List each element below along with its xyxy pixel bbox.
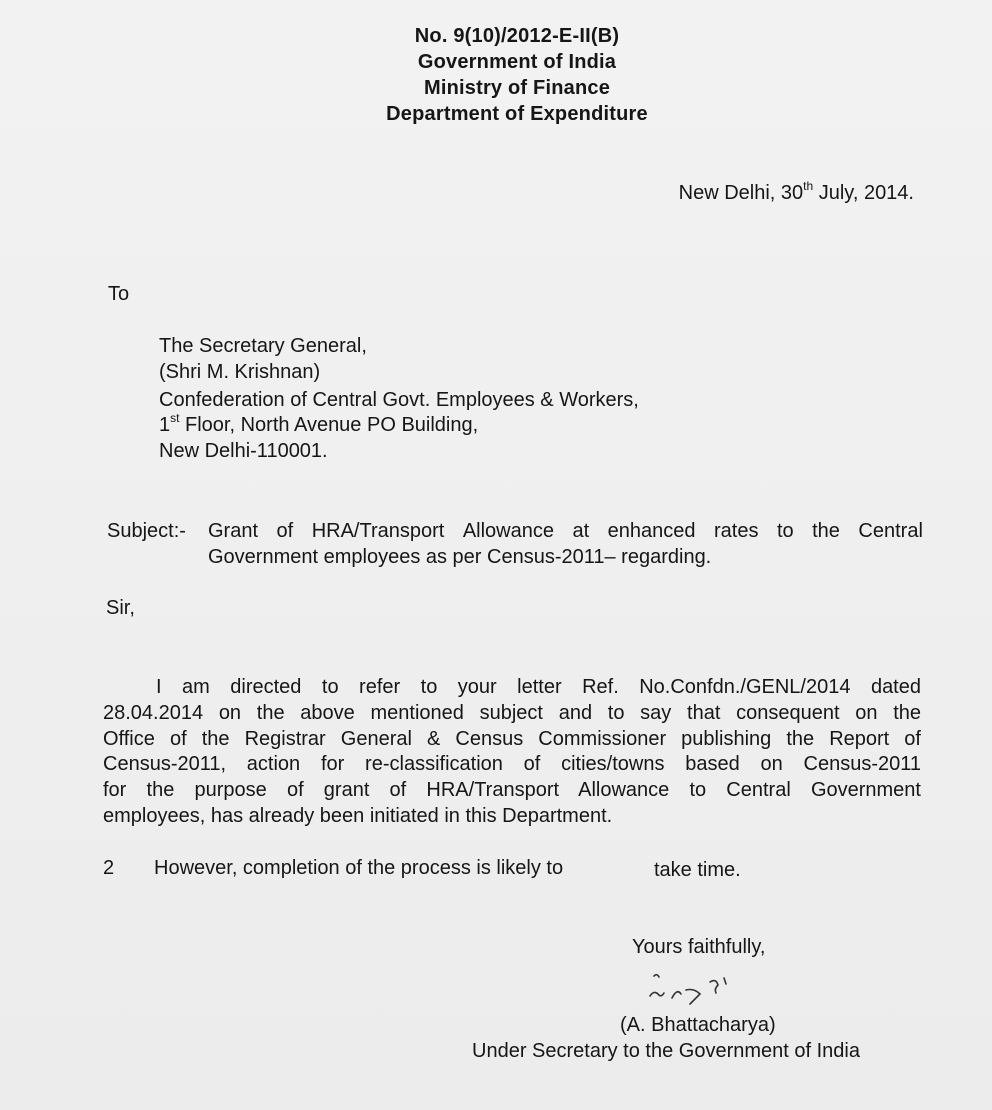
ministry-heading: Ministry of Finance	[423, 77, 611, 99]
body-line: for the purpose of grant of HRA/Transport Allowance to Central Government	[103, 779, 921, 801]
subject-line-1	[208, 520, 923, 543]
floor-suffix: st	[170, 411, 180, 425]
subject-word: the	[812, 520, 840, 542]
signature-scribble	[620, 968, 760, 1014]
letter-date	[678, 179, 914, 205]
subject-word: Central	[858, 520, 923, 542]
subject-word: Grant	[208, 520, 259, 542]
government-heading: Government of India	[417, 51, 617, 73]
subject-word: HRA/Transport	[311, 520, 445, 542]
subject-word: to	[776, 520, 794, 542]
floor-rest: Floor, North Avenue PO Building,	[179, 414, 479, 436]
subject-word: rates	[714, 520, 759, 542]
subject-word: at	[572, 520, 590, 542]
paragraph-2-tail: take time.	[654, 859, 741, 881]
to-label: To	[108, 283, 130, 305]
addressee-name: (Shri M. Krishnan)	[159, 361, 321, 383]
department-heading: Department of Expenditure	[386, 103, 648, 125]
date-prefix: New Delhi, 30	[678, 182, 804, 204]
floor-number: 1	[159, 414, 171, 436]
signer-name: (A. Bhattacharya)	[620, 1014, 776, 1036]
body-line: 28.04.2014 on the above mentioned subject and to say that consequent on the	[103, 702, 921, 724]
body-line: Census-2011, action for re-classification of cities/towns based on Census-2011	[103, 753, 921, 775]
date-rest: July, 2014.	[813, 182, 914, 204]
body-line: I am directed to refer to your letter Ref. No.Confdn./GENL/2014 dated	[156, 676, 921, 698]
body-line: employees, has already been initiated in this Department.	[103, 805, 613, 827]
paragraph-2-text: However, completion of the process is likely to	[154, 857, 564, 879]
subject-word: Allowance	[462, 520, 554, 542]
addressee-title: The Secretary General,	[159, 335, 367, 357]
addressee-floor	[159, 411, 479, 437]
subject-word: enhanced	[607, 520, 696, 542]
subject-label: Subject:-	[107, 520, 186, 542]
file-number: No. 9(10)/2012-E-II(B)	[414, 25, 620, 47]
closing: Yours faithfully,	[632, 936, 766, 958]
subject-line-2: Government employees as per Census-2011– regarding.	[208, 546, 712, 568]
subject-word: of	[276, 520, 294, 542]
salutation: Sir,	[106, 597, 135, 619]
addressee-organisation: Confederation of Central Govt. Employees & Workers,	[159, 389, 639, 411]
date-suffix: th	[803, 179, 814, 193]
paragraph-number: 2	[103, 857, 115, 879]
body-line: Office of the Registrar General & Census Commissioner publishing the Report of	[103, 728, 921, 750]
signer-designation: Under Secretary to the Government of India	[472, 1040, 860, 1062]
addressee-city: New Delhi-110001.	[159, 440, 328, 462]
